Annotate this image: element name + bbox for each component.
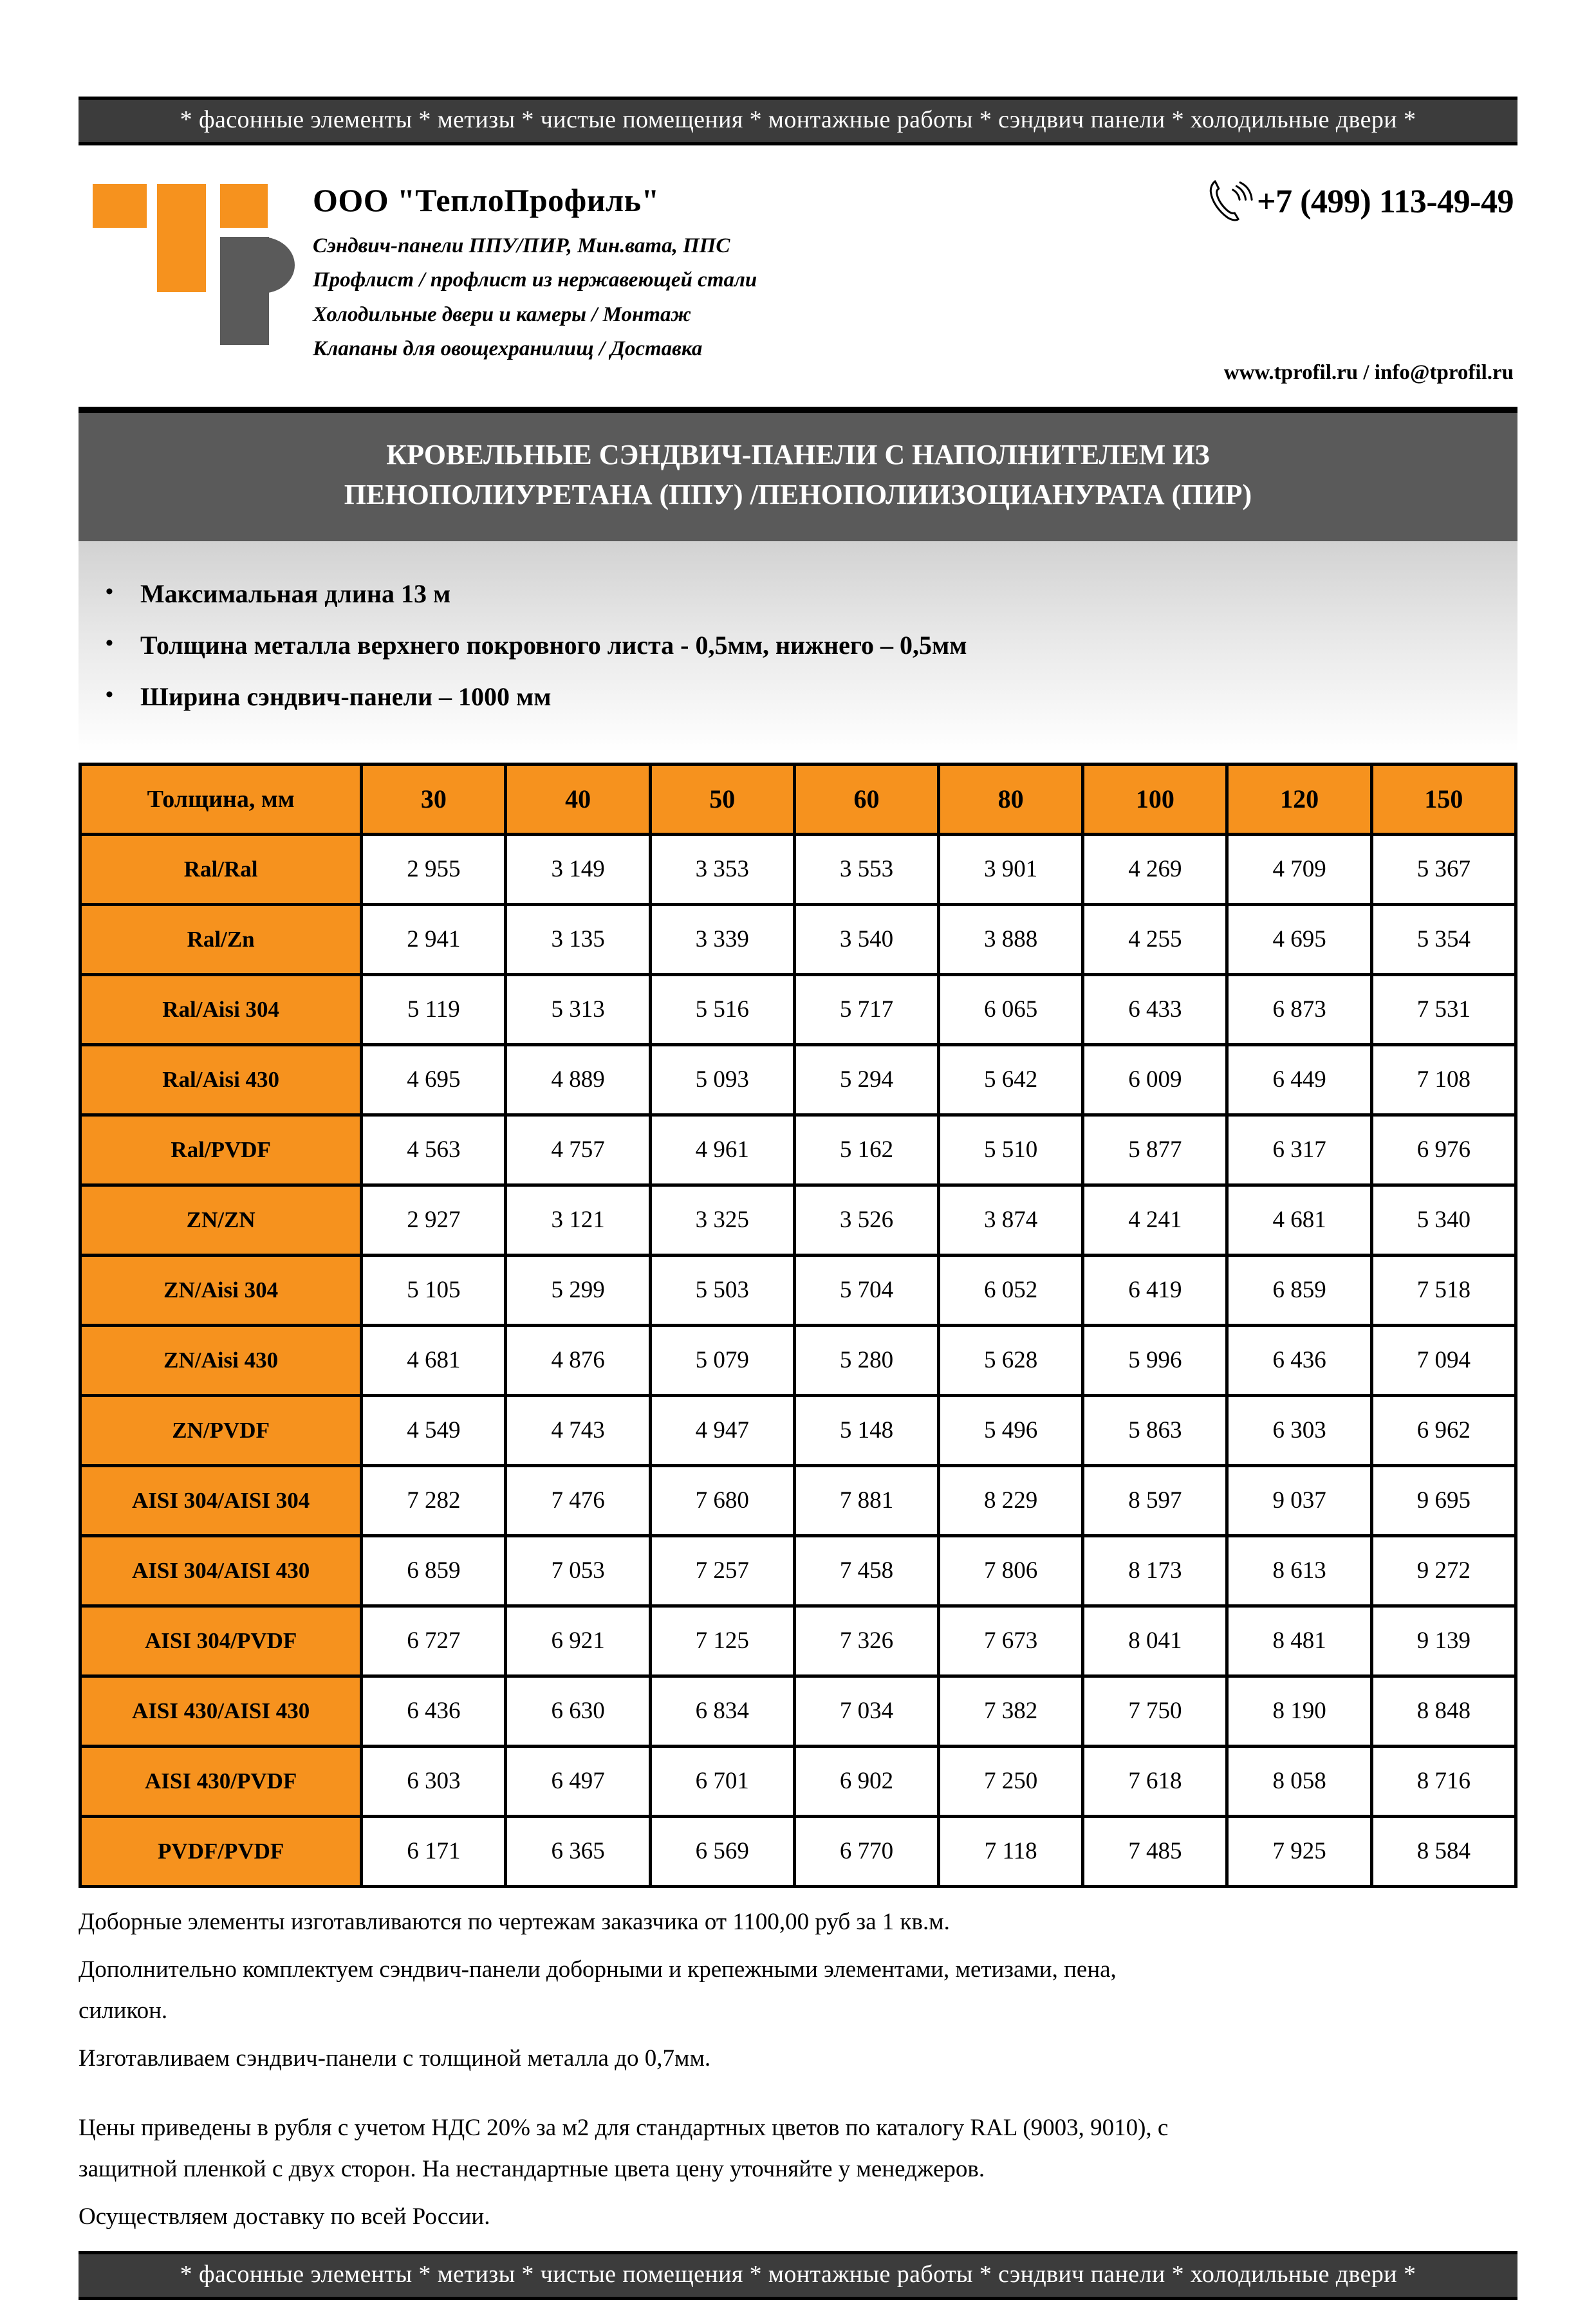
company-tagline-4: Клапаны для овощехранилищ / Доставка bbox=[313, 337, 703, 361]
price-cell: 6 962 bbox=[1371, 1395, 1516, 1465]
price-cell: 5 313 bbox=[506, 974, 650, 1044]
contact-block bbox=[1063, 172, 1517, 390]
price-cell: 7 806 bbox=[939, 1535, 1083, 1606]
table-row bbox=[80, 1325, 1516, 1395]
row-header-13: AISI 430/AISI 430 bbox=[80, 1676, 362, 1746]
price-cell: 2 941 bbox=[362, 904, 506, 974]
bullet-dot-icon: • bbox=[106, 631, 113, 655]
spec-bullet-3: Ширина сэндвич-панели – 1000 мм bbox=[140, 682, 552, 711]
column-header-thickness: Толщина, мм bbox=[80, 764, 362, 834]
price-cell: 7 250 bbox=[939, 1746, 1083, 1816]
phone-icon bbox=[1204, 178, 1253, 227]
price-cell: 8 848 bbox=[1371, 1676, 1516, 1746]
price-cell: 5 503 bbox=[650, 1255, 794, 1325]
list-item bbox=[79, 568, 1517, 620]
table-row bbox=[80, 1465, 1516, 1535]
price-cell: 7 053 bbox=[506, 1535, 650, 1606]
row-header-15: PVDF/PVDF bbox=[80, 1816, 362, 1886]
company-tagline-3: Холодильные двери и камеры / Монтаж bbox=[313, 302, 691, 326]
price-cell: 8 584 bbox=[1371, 1816, 1516, 1886]
column-header-120: 120 bbox=[1227, 764, 1371, 834]
price-cell: 5 877 bbox=[1083, 1115, 1227, 1185]
list-item bbox=[79, 620, 1517, 671]
price-cell: 6 317 bbox=[1227, 1115, 1371, 1185]
price-cell: 3 339 bbox=[650, 904, 794, 974]
row-header-9: ZN/PVDF bbox=[80, 1395, 362, 1465]
price-cell: 4 947 bbox=[650, 1395, 794, 1465]
logo-bar-right bbox=[220, 184, 268, 228]
bottom-marquee-banner: * фасонные элементы * метизы * чистые помещения * монтажные работы * сэндвич панели * холодильные двери * bbox=[79, 2251, 1517, 2300]
price-cell: 6 436 bbox=[362, 1676, 506, 1746]
price-cell: 7 108 bbox=[1371, 1044, 1516, 1115]
price-cell: 4 743 bbox=[506, 1395, 650, 1465]
price-cell: 6 727 bbox=[362, 1606, 506, 1676]
row-header-8: ZN/Aisi 430 bbox=[80, 1325, 362, 1395]
price-cell: 4 549 bbox=[362, 1395, 506, 1465]
note-ceny-a: Цены приведены в рубля с учетом НДС 20% за м2 для стандартных цветов по каталогу RAL (9003, 9010), с bbox=[79, 2114, 1169, 2141]
table-row bbox=[80, 904, 1516, 974]
row-header-14: AISI 430/PVDF bbox=[80, 1746, 362, 1816]
price-cell: 5 299 bbox=[506, 1255, 650, 1325]
price-cell: 8 613 bbox=[1227, 1535, 1371, 1606]
price-cell: 9 695 bbox=[1371, 1465, 1516, 1535]
price-cell: 5 294 bbox=[794, 1044, 938, 1115]
row-header-7: ZN/Aisi 304 bbox=[80, 1255, 362, 1325]
price-cell: 4 255 bbox=[1083, 904, 1227, 974]
price-cell: 7 925 bbox=[1227, 1816, 1371, 1886]
price-cell: 3 149 bbox=[506, 834, 650, 904]
column-header-60: 60 bbox=[794, 764, 938, 834]
row-header-1: Ral/Ral bbox=[80, 834, 362, 904]
price-cell: 6 303 bbox=[1227, 1395, 1371, 1465]
row-header-4: Ral/Aisi 430 bbox=[80, 1044, 362, 1115]
bullet-dot-icon: • bbox=[106, 579, 113, 604]
table-row bbox=[80, 974, 1516, 1044]
price-cell: 4 695 bbox=[1227, 904, 1371, 974]
price-cell: 5 642 bbox=[939, 1044, 1083, 1115]
price-cell: 3 325 bbox=[650, 1185, 794, 1255]
price-cell: 4 961 bbox=[650, 1115, 794, 1185]
price-cell: 6 569 bbox=[650, 1816, 794, 1886]
row-header-2: Ral/Zn bbox=[80, 904, 362, 974]
price-cell: 7 094 bbox=[1371, 1325, 1516, 1395]
price-cell: 3 553 bbox=[794, 834, 938, 904]
price-cell: 7 282 bbox=[362, 1465, 506, 1535]
price-cell: 5 704 bbox=[794, 1255, 938, 1325]
price-cell: 6 052 bbox=[939, 1255, 1083, 1325]
table-row bbox=[80, 1816, 1516, 1886]
price-cell: 7 673 bbox=[939, 1606, 1083, 1676]
price-cell: 6 630 bbox=[506, 1676, 650, 1746]
table-row bbox=[80, 1044, 1516, 1115]
note-dostavka: Осуществляем доставку по всей России. bbox=[79, 2203, 490, 2230]
table-row bbox=[80, 1606, 1516, 1676]
price-cell: 5 162 bbox=[794, 1115, 938, 1185]
price-cell: 7 476 bbox=[506, 1465, 650, 1535]
price-cell: 4 889 bbox=[506, 1044, 650, 1115]
row-header-3: Ral/Aisi 304 bbox=[80, 974, 362, 1044]
price-cell: 5 148 bbox=[794, 1395, 938, 1465]
column-header-80: 80 bbox=[939, 764, 1083, 834]
price-cell: 4 876 bbox=[506, 1325, 650, 1395]
row-header-6: ZN/ZN bbox=[80, 1185, 362, 1255]
price-table bbox=[79, 763, 1517, 1888]
column-header-50: 50 bbox=[650, 764, 794, 834]
note-ceny-b: защитной пленкой с двух сторон. На нестандартные цвета цену уточняйте у менеджеров. bbox=[79, 2155, 985, 2182]
notes-block bbox=[79, 1888, 1517, 2251]
price-cell: 4 681 bbox=[362, 1325, 506, 1395]
top-marquee-banner: * фасонные элементы * метизы * чистые помещения * монтажные работы * сэндвич панели * холодильные двери * bbox=[79, 97, 1517, 145]
table-row bbox=[80, 1115, 1516, 1185]
table-row bbox=[80, 1185, 1516, 1255]
price-cell: 4 241 bbox=[1083, 1185, 1227, 1255]
table-row bbox=[80, 1676, 1516, 1746]
price-cell: 5 340 bbox=[1371, 1185, 1516, 1255]
price-cell: 5 105 bbox=[362, 1255, 506, 1325]
price-cell: 4 269 bbox=[1083, 834, 1227, 904]
column-header-30: 30 bbox=[362, 764, 506, 834]
price-cell: 7 118 bbox=[939, 1816, 1083, 1886]
website-email[interactable]: www.tprofil.ru / info@tprofil.ru bbox=[1223, 360, 1514, 384]
price-cell: 8 229 bbox=[939, 1465, 1083, 1535]
price-cell: 6 859 bbox=[362, 1535, 506, 1606]
price-cell: 7 750 bbox=[1083, 1676, 1227, 1746]
price-cell: 6 976 bbox=[1371, 1115, 1516, 1185]
logo-bar-stem bbox=[157, 184, 206, 292]
price-cell: 6 009 bbox=[1083, 1044, 1227, 1115]
table-row bbox=[80, 1255, 1516, 1325]
price-cell: 5 280 bbox=[794, 1325, 938, 1395]
note-tolshina: Изготавливаем сэндвич-панели с толщиной металла до 0,7мм. bbox=[79, 2045, 711, 2072]
price-cell: 4 695 bbox=[362, 1044, 506, 1115]
price-cell: 9 037 bbox=[1227, 1465, 1371, 1535]
price-cell: 7 881 bbox=[794, 1465, 938, 1535]
price-cell: 7 680 bbox=[650, 1465, 794, 1535]
price-cell: 4 757 bbox=[506, 1115, 650, 1185]
price-cell: 7 382 bbox=[939, 1676, 1083, 1746]
price-cell: 6 365 bbox=[506, 1816, 650, 1886]
bullet-dot-icon: • bbox=[106, 682, 113, 707]
note-komplekt-a: Дополнительно комплектуем сэндвич-панели доборными и крепежными элементами, метизами, пена, bbox=[79, 1956, 1117, 1983]
price-cell: 7 257 bbox=[650, 1535, 794, 1606]
price-cell: 7 518 bbox=[1371, 1255, 1516, 1325]
price-cell: 6 873 bbox=[1227, 974, 1371, 1044]
row-header-10: AISI 304/AISI 304 bbox=[80, 1465, 362, 1535]
price-cell: 4 681 bbox=[1227, 1185, 1371, 1255]
table-row bbox=[80, 1746, 1516, 1816]
company-info bbox=[291, 172, 1063, 367]
price-cell: 6 770 bbox=[794, 1816, 938, 1886]
price-cell: 3 121 bbox=[506, 1185, 650, 1255]
page-title-line-2: ПЕНОПОЛИУРЕТАНА (ППУ) /ПЕНОПОЛИИЗОЦИАНУРАТА (ПИР) bbox=[344, 479, 1252, 511]
price-cell: 2 927 bbox=[362, 1185, 506, 1255]
price-cell: 7 485 bbox=[1083, 1816, 1227, 1886]
price-cell: 6 065 bbox=[939, 974, 1083, 1044]
price-cell: 6 902 bbox=[794, 1746, 938, 1816]
company-tagline-2: Профлист / профлист из нержавеющей стали bbox=[313, 268, 757, 292]
price-cell: 5 863 bbox=[1083, 1395, 1227, 1465]
price-cell: 5 119 bbox=[362, 974, 506, 1044]
price-cell: 5 510 bbox=[939, 1115, 1083, 1185]
price-cell: 3 353 bbox=[650, 834, 794, 904]
price-cell: 5 996 bbox=[1083, 1325, 1227, 1395]
price-cell: 7 034 bbox=[794, 1676, 938, 1746]
price-cell: 4 563 bbox=[362, 1115, 506, 1185]
logo-block bbox=[79, 172, 291, 366]
price-cell: 2 955 bbox=[362, 834, 506, 904]
price-cell: 7 458 bbox=[794, 1535, 938, 1606]
row-header-5: Ral/PVDF bbox=[80, 1115, 362, 1185]
price-cell: 3 135 bbox=[506, 904, 650, 974]
price-cell: 6 419 bbox=[1083, 1255, 1227, 1325]
price-cell: 7 326 bbox=[794, 1606, 938, 1676]
price-cell: 6 921 bbox=[506, 1606, 650, 1676]
price-cell: 6 171 bbox=[362, 1816, 506, 1886]
note-dobornye: Доборные элементы изготавливаются по чертежам заказчика от 1100,00 руб за 1 кв.м. bbox=[79, 1908, 950, 1935]
spec-bullet-2: Толщина металла верхнего покровного листа - 0,5мм, нижнего – 0,5мм bbox=[140, 630, 967, 660]
price-cell: 6 303 bbox=[362, 1746, 506, 1816]
price-table-wrapper bbox=[79, 752, 1517, 1888]
price-cell: 5 628 bbox=[939, 1325, 1083, 1395]
column-header-100: 100 bbox=[1083, 764, 1227, 834]
price-cell: 7 618 bbox=[1083, 1746, 1227, 1816]
table-header-row bbox=[80, 764, 1516, 834]
phone-number[interactable]: +7 (499) 113-49-49 bbox=[1256, 183, 1514, 221]
price-cell: 3 874 bbox=[939, 1185, 1083, 1255]
price-cell: 6 834 bbox=[650, 1676, 794, 1746]
price-cell: 6 859 bbox=[1227, 1255, 1371, 1325]
price-cell: 5 367 bbox=[1371, 834, 1516, 904]
price-cell: 6 436 bbox=[1227, 1325, 1371, 1395]
row-header-11: AISI 304/AISI 430 bbox=[80, 1535, 362, 1606]
price-cell: 6 449 bbox=[1227, 1044, 1371, 1115]
price-cell: 8 597 bbox=[1083, 1465, 1227, 1535]
price-cell: 8 716 bbox=[1371, 1746, 1516, 1816]
price-cell: 6 701 bbox=[650, 1746, 794, 1816]
price-cell: 8 041 bbox=[1083, 1606, 1227, 1676]
price-cell: 8 058 bbox=[1227, 1746, 1371, 1816]
list-item bbox=[79, 671, 1517, 723]
price-cell: 5 717 bbox=[794, 974, 938, 1044]
spec-bullet-1: Максимальная длина 13 м bbox=[140, 579, 451, 608]
price-cell: 5 093 bbox=[650, 1044, 794, 1115]
logo-bar-left bbox=[93, 184, 147, 228]
price-cell: 8 190 bbox=[1227, 1676, 1371, 1746]
page-title bbox=[79, 411, 1517, 541]
page-title-line-1: КРОВЕЛЬНЫЕ СЭНДВИЧ-ПАНЕЛИ С НАПОЛНИТЕЛЕМ ИЗ bbox=[386, 438, 1210, 470]
price-cell: 5 496 bbox=[939, 1395, 1083, 1465]
price-cell: 3 888 bbox=[939, 904, 1083, 974]
price-table-head bbox=[80, 764, 1516, 834]
table-row bbox=[80, 1535, 1516, 1606]
row-header-12: AISI 304/PVDF bbox=[80, 1606, 362, 1676]
price-cell: 8 173 bbox=[1083, 1535, 1227, 1606]
price-cell: 5 516 bbox=[650, 974, 794, 1044]
price-cell: 3 901 bbox=[939, 834, 1083, 904]
note-komplekt-b: силикон. bbox=[79, 1997, 168, 2024]
company-name: ООО "ТеплоПрофиль" bbox=[313, 181, 660, 218]
logo-p-bowl bbox=[261, 237, 295, 293]
spec-bullet-list bbox=[79, 541, 1517, 752]
column-header-150: 150 bbox=[1371, 764, 1516, 834]
document-header bbox=[79, 145, 1517, 404]
price-cell: 7 125 bbox=[650, 1606, 794, 1676]
price-cell: 3 526 bbox=[794, 1185, 938, 1255]
tp-logo-icon bbox=[93, 172, 286, 366]
column-header-40: 40 bbox=[506, 764, 650, 834]
price-table-body bbox=[80, 834, 1516, 1886]
price-cell: 3 540 bbox=[794, 904, 938, 974]
price-cell: 8 481 bbox=[1227, 1606, 1371, 1676]
table-row bbox=[80, 834, 1516, 904]
price-cell: 6 497 bbox=[506, 1746, 650, 1816]
price-cell: 5 354 bbox=[1371, 904, 1516, 974]
company-tagline-1: Сэндвич-панели ППУ/ПИР, Мин.вата, ППС bbox=[313, 234, 730, 257]
price-cell: 6 433 bbox=[1083, 974, 1227, 1044]
phone-row[interactable] bbox=[1063, 178, 1514, 227]
price-cell: 9 272 bbox=[1371, 1535, 1516, 1606]
price-cell: 7 531 bbox=[1371, 974, 1516, 1044]
price-cell: 5 079 bbox=[650, 1325, 794, 1395]
table-row bbox=[80, 1395, 1516, 1465]
price-cell: 4 709 bbox=[1227, 834, 1371, 904]
price-cell: 9 139 bbox=[1371, 1606, 1516, 1676]
